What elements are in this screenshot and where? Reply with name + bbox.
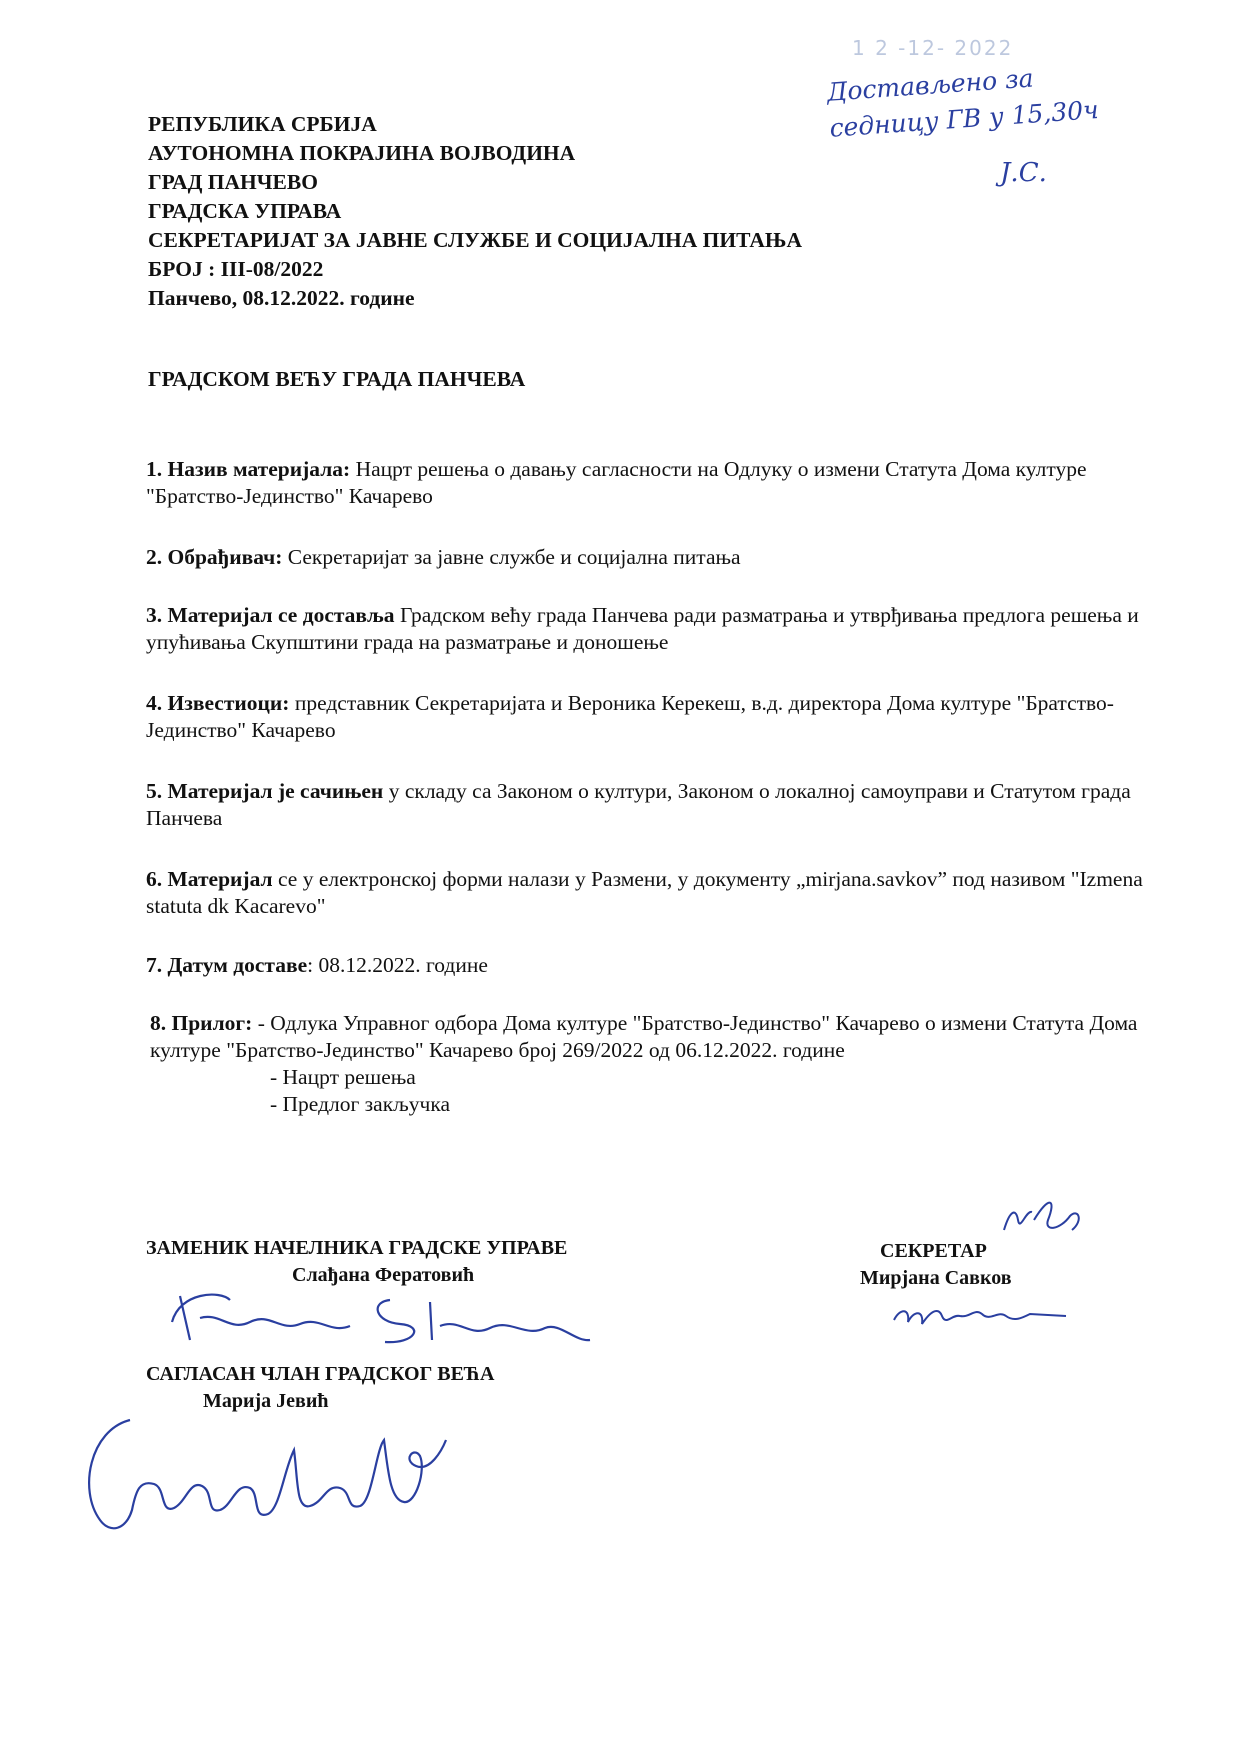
item-compliance <box>146 778 1186 832</box>
attachment-conclusion-proposal: - Предлог закључка <box>270 1092 451 1116</box>
item-text: се у електронској форми налази у Размени, у документу „mirjana.savkov” под називом "Izmena statuta dk Kacarevo" <box>146 867 1143 918</box>
item-text: у складу са Законом о култури, Законом о локалној самоуправи и Статутом града Панчева <box>146 779 1131 830</box>
item-label: 8. Прилог: <box>150 1011 253 1035</box>
secretary-name: Мирјана Савков <box>860 1267 1012 1289</box>
item-label: 6. Материјал <box>146 867 273 891</box>
header-number: БРОЈ : III-08/2022 <box>148 257 324 281</box>
attachment-draft-decision: - Нацрт решења <box>270 1065 416 1089</box>
item-text: представник Секретаријата и Вероника Керекеш, в.д. директора Дома културе "Братство-Јединство" Качарево <box>146 691 1114 742</box>
item-material-name <box>146 456 1186 510</box>
secretary-title: СЕКРЕТАР <box>880 1240 987 1262</box>
document-header <box>148 110 802 313</box>
secretary-initials-signature <box>1000 1190 1090 1250</box>
item-text: : 08.12.2022. године <box>307 953 488 977</box>
item-delivery-date <box>146 952 1186 979</box>
header-secretariat: СЕКРЕТАРИЈАТ ЗА ЈАВНЕ СЛУЖБЕ И СОЦИЈАЛНА ПИТАЊА <box>148 228 802 252</box>
council-member-title: САГЛАСАН ЧЛАН ГРАДСКОГ ВЕЋА <box>146 1363 495 1385</box>
deputy-head-signature <box>160 1282 600 1352</box>
header-place-date: Панчево, 08.12.2022. године <box>148 286 415 310</box>
addressee: ГРАДСКОМ ВЕЋУ ГРАДА ПАНЧЕВА <box>148 367 526 391</box>
receipt-stamp: 1 2 -12- 2022 <box>852 36 1014 60</box>
item-label: 2. Обрађивач: <box>146 545 283 569</box>
header-city: ГРАД ПАНЧЕВО <box>148 170 318 194</box>
item-label: 4. Известиоци: <box>146 691 290 715</box>
item-label: 1. Назив материјала: <box>146 457 351 481</box>
item-delivery <box>146 602 1186 656</box>
item-text: Нацрт решења о давању сагласности на Одлуку о измени Статута Дома културе "Братство-Јединство" Качарево <box>146 457 1087 508</box>
item-text: Градском већу града Панчева ради разматрања и утврђивања предлога решења и упућивања Скупштини града на разматрање и доношење <box>146 603 1139 654</box>
council-member-signature <box>70 1410 450 1540</box>
item-label: 5. Материјал је сачињен <box>146 779 384 803</box>
council-member-name: Марија Јевић <box>203 1390 329 1412</box>
secretary-signature <box>890 1296 1070 1336</box>
item-reporters <box>146 690 1186 744</box>
item-author <box>146 544 1186 571</box>
header-country: РЕПУБЛИКА СРБИЈА <box>148 112 377 136</box>
handwritten-delivery-note: Достављено за седницу ГВ у 15,30ч <box>826 63 1100 143</box>
item-electronic-form <box>146 866 1186 920</box>
header-administration: ГРАДСКА УПРАВА <box>148 199 342 223</box>
deputy-head-name: Слађана Фератовић <box>292 1264 475 1286</box>
deputy-head-title: ЗАМЕНИК НАЧЕЛНИКА ГРАДСКЕ УПРАВЕ <box>146 1237 568 1259</box>
item-text: Секретаријат за јавне службе и социјална питања <box>282 545 741 569</box>
header-province: АУТОНОМНА ПОКРАЈИНА ВОЈВОДИНА <box>148 141 576 165</box>
item-text: - Одлука Управног одбора Дома културе "Братство-Јединство" Качарево о измени Статута Дома културе "Братство-Јединство" Качарево број 269/2022 од 06.12.2022. године <box>150 1011 1138 1062</box>
item-label: 3. Материјал се доставља <box>146 603 395 627</box>
item-label: 7. Датум доставе <box>146 953 308 977</box>
handwritten-initials: Ј.С. <box>1000 158 1047 188</box>
item-attachment <box>150 1010 1190 1064</box>
